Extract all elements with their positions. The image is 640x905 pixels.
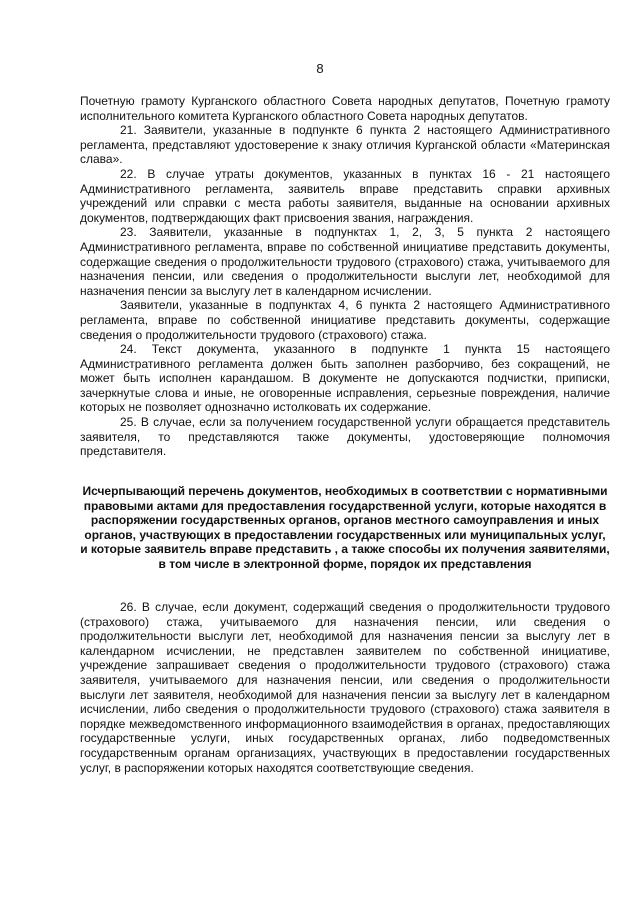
- section-heading: Исчерпывающий перечень документов, необходимых в соответствии с нормативными правовыми актами для предоставления государственной услуги, которые находятся в распоряжении государственных органов, органов местного самоуправления и иных органов, участвующих в предоставлении государственных или муниципальных услуг, и которые заявитель вправе представить , а также способы их получения заявителями, в том числе в электронной форме, порядок их представления: [80, 484, 610, 571]
- section-text: [80, 600, 610, 775]
- paragraph-23-applicants: Заявители, указанные в подпунктах 4, 6 пункта 2 настоящего Административного регламента, вправе по собственной инициативе представить документы, содержащие сведения о продолжительности трудового (страхового) стажа.: [80, 298, 610, 342]
- page-number: 8: [316, 61, 324, 76]
- paragraph-26: 26. В случае, если документ, содержащий сведения о продолжительности трудового (страхового) стажа, учитываемого для назначения пенсии, или сведения о продолжительности выслуги лет, необходимой для назначения пенсии за выслугу лет в календарном исчислении, не представлен заявителем по собственной инициативе, учреждение запрашивает сведения о продолжительности трудового (страхового) стажа заявителя, учитываемого для назначения пенсии, или сведения о продолжительности выслуги лет заявителя, необходимой для назначения пенсии за выслугу лет в календарном исчислении, либо сведения о продолжительности трудового (страхового) стажа заявителя в порядке межведомственного информационного взаимодействия в органах, предоставляющих государственные услуги, иных государственных органах, либо подведомственных государственным органам организациях, участвующих в предоставлении государственных услуг, в распоряжении которых находятся соответствующие сведения.: [80, 600, 610, 775]
- body-text: [80, 94, 610, 459]
- paragraph-22: 22. В случае утраты документов, указанных в пунктах 16 - 21 настоящего Административного регламента, заявитель вправе представить справки архивных учреждений или справки с места работы заявителя, выданные на основании архивных документов, подтверждающих факт присвоения звания, награждения.: [80, 166, 610, 225]
- paragraph-23: 23. Заявители, указанные в подпунктах 1, 2, 3, 5 пункта 2 настоящего Административного регламента, вправе по собственной инициативе представить документы, содержащие сведения о продолжительности трудового (страхового) стажа, учитываемого для назначения пенсии, или сведения о продолжительности выслуги лет, необходимой для назначения пенсии за выслугу лет в календарном исчислении.: [80, 225, 610, 298]
- paragraph-21: 21. Заявители, указанные в подпункте 6 пункта 2 настоящего Административного регламента, представляют удостоверение к знаку отличия Курганской области «Материнская слава».: [80, 123, 610, 167]
- paragraph-25: 25. В случае, если за получением государственной услуги обращается представитель заявителя, то представляются также документы, удостоверяющие полномочия представителя.: [80, 415, 610, 459]
- paragraph-24: 24. Текст документа, указанного в подпункте 1 пункта 15 настоящего Административного регламента должен быть заполнен разборчиво, без сокращений, не может быть исполнен карандашом. В документе не допускаются подчистки, приписки, зачеркнутые слова и иные, не оговоренные исправления, серьезные повреждения, наличие которых не позволяет однозначно истолковать их содержание.: [80, 342, 610, 415]
- paragraph-continuation: Почетную грамоту Курганского областного Совета народных депутатов, Почетную грамоту исполнительного комитета Курганского областного Совета народных депутатов.: [80, 94, 610, 123]
